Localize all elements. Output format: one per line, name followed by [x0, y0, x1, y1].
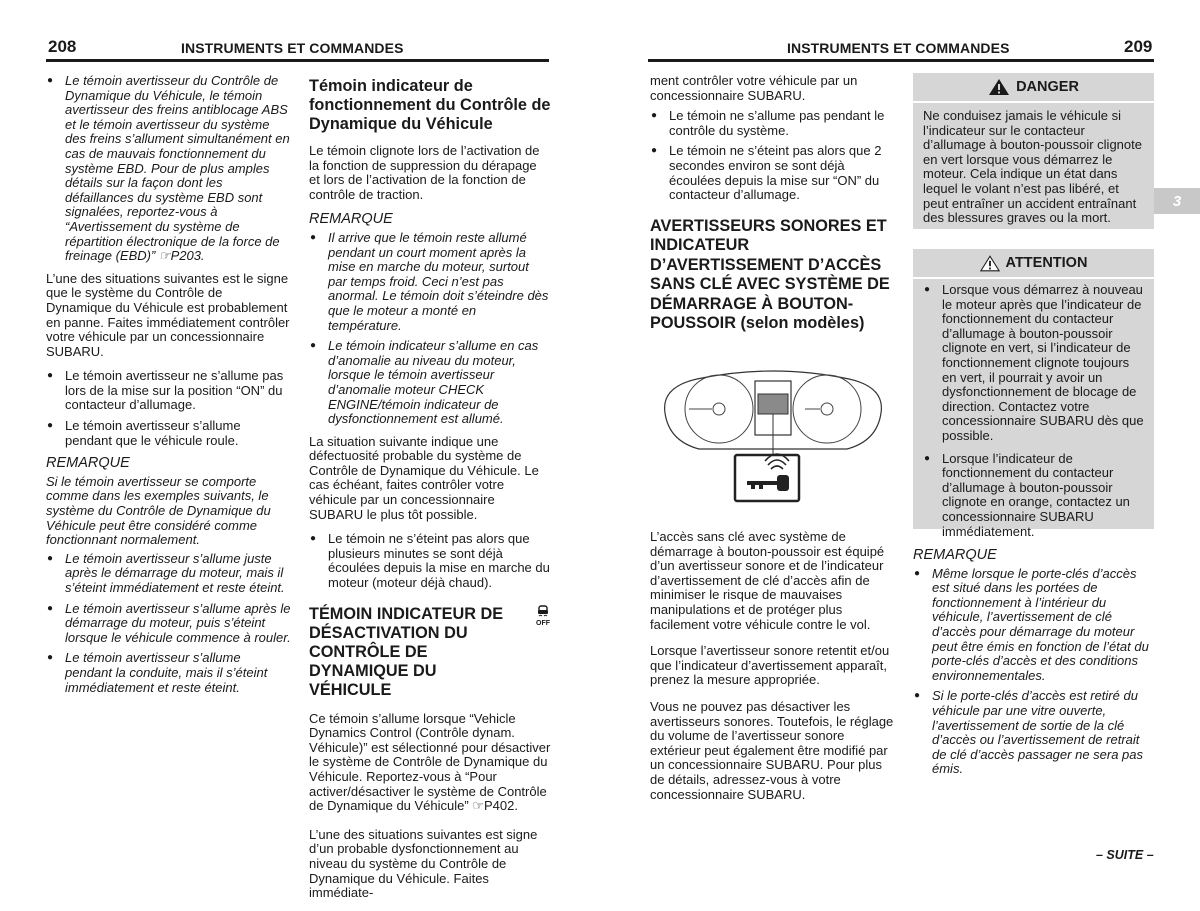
paragraph: Lorsque l’avertisseur sonore retentit et/ou que l’indicateur d’avertissement apparaît, prenez la mesure appropriée.: [650, 643, 890, 688]
section-heading: Témoin indicateur de fonctionnement du Contrôle de Dynamique du Véhicule: [309, 77, 551, 133]
column-2: [309, 77, 551, 911]
remarque-title: REMARQUE: [913, 547, 997, 563]
right-page-number: 209: [1124, 37, 1153, 56]
remarque-title: REMARQUE: [46, 455, 130, 472]
list-item: ● Le témoin avertisseur du Contrôle de Dynamique du Véhicule, le témoin avertisseur des freins antiblocage ABS et le témoin avertisseur du système des freins s’allument simultanément en cas de mauvais fonctionnement du système EBD. Pour de plus amples détails sur la façon dont les défaillances du système EBD sont signalées, reportez-vous à “Avertissement du système de répartition électronique de la force de freinage (EBD)” ☞P203.: [46, 74, 291, 264]
continued-footer: – SUITE –: [1096, 848, 1154, 862]
list-item: ● Lorsque vous démarrez à nouveau le moteur après que l’indicateur de fonctionnement du contacteur d’allumage à bouton-poussoir clignote en vert, si l’indicateur de fonctionnement clignote toujours en vert, il pourrait y avoir un dysfonctionnement de blocage de direction. Contactez votre concessionnaire SUBARU dès que possible.: [923, 283, 1144, 444]
left-page-number: 208: [48, 37, 77, 56]
danger-text: Ne conduisez jamais le véhicule si l’indicateur sur le contacteur d’allumage à bouton-poussoir clignote en vert lorsque vous démarrez le moteur. Cela indique un état dans lequel le volant n’est pas libéré, et peut entraîner un accident entraînant des blessures graves ou la mort.: [923, 108, 1142, 226]
paragraph: Ce témoin s’allume lorsque “Vehicle Dynamics Control (Contrôle dynam. Véhicule)” est sélectionné pour désactiver le système de Contrôle de Dynamique du Véhicule. Reportez-vous à “Pour activer/désactiver le système de Contrôle de Dynamique du Véhicule” ☞P402.: [309, 710, 551, 814]
list-item: ● Le témoin avertisseur s’allume pendant que le véhicule roule.: [46, 419, 291, 448]
off-icon-label: OFF: [536, 620, 550, 628]
right-header-rule: [648, 59, 1154, 62]
column-1: [46, 74, 291, 703]
danger-title: DANGER: [1016, 79, 1079, 95]
column-3: [650, 74, 894, 348]
paragraph: L’une des situations suivantes est le signe que le système du Contrôle de Dynamique du Véhicule est probablement en panne. Faites immédiatement contrôler votre véhicule par un concessionnaire SUBARU.: [46, 270, 290, 359]
list-item: ● Le témoin avertisseur s’allume pendant la conduite, mais il s’éteint immédiatement et reste éteint.: [46, 651, 291, 695]
attention-title: ATTENTION: [1005, 255, 1088, 271]
danger-box: [913, 73, 1154, 229]
warning-triangle-icon: [988, 78, 1010, 96]
list-item: ● Le témoin avertisseur s’allume après le démarrage du moteur, puis s’éteint lorsque le véhicule commence à rouler.: [46, 602, 291, 646]
remarque-title: REMARQUE: [309, 211, 393, 228]
list-item: ● Lorsque l’indicateur de fonctionnement du contacteur d’allumage à bouton-poussoir clignote en orange, contactez un concessionnaire SUBARU immédiatement.: [923, 452, 1144, 540]
paragraph: Le témoin clignote lors de l’activation de la fonction de suppression du dérapage et lors de l’activation de la fonction de contrôle de traction.: [309, 143, 540, 202]
list-item: ● Le témoin ne s’éteint pas alors que plusieurs minutes se sont déjà écoulées depuis la mise en marche du moteur (moteur déjà chaud).: [309, 532, 551, 590]
vdc-off-icon: [535, 605, 551, 628]
list-item: ● Le témoin avertisseur ne s’allume pas lors de la mise sur la position “ON” du contacteur d’allumage.: [46, 369, 291, 413]
attention-header: [913, 249, 1154, 279]
paragraph: ment contrôler votre véhicule par un concessionnaire SUBARU.: [650, 73, 858, 103]
danger-header: [913, 73, 1154, 103]
list-item: ● Il arrive que le témoin reste allumé pendant un court moment après la mise en marche du moteur, surtout par temps froid. Ceci n’est pas anormal. Le témoin doit s’éteindre dès que le moteur a monté en température.: [309, 231, 551, 333]
remarque-text: Si le témoin avertisseur se comporte comme dans les exemples suivants, le système du Contrôle de Dynamique du Véhicule peut être considéré comme fonctionnant normalement.: [46, 473, 271, 548]
left-page-header: INSTRUMENTS ET COMMANDES: [181, 40, 404, 56]
list-item: ● Le témoin avertisseur s’allume juste après le démarrage du moteur, mais il s’éteint immédiatement et reste éteint.: [46, 552, 291, 596]
column-3-lower: [650, 530, 894, 812]
list-item: ● Le témoin indicateur s’allume en cas d’anomalie au niveau du moteur, lorsque le témoin avertisseur d’anomalie moteur CHECK ENGINE/témoin indicateur de dysfonctionnement est allumé.: [309, 339, 551, 427]
dashboard-illustration: [657, 365, 889, 515]
list-item: ● Le témoin ne s’éteint pas alors que 2 secondes environ se sont déjà écoulées depuis la mise sur “ON” du contacteur d’allumage.: [650, 144, 894, 202]
paragraph: Vous ne pouvez pas désactiver les avertisseurs sonores. Toutefois, le réglage du volume de l’avertisseur sonore extérieur peut également être modifié par un concessionnaire SUBARU. Pour plus de détails, adressez-vous à votre concessionnaire SUBARU.: [650, 698, 894, 802]
list-item: ● Le témoin ne s’allume pas pendant le contrôle du système.: [650, 109, 894, 138]
column-4-remarque: [913, 548, 1154, 785]
left-header-rule: [46, 59, 549, 62]
list-item: ● Si le porte-clés d’accès est retiré du véhicule par une vitre ouverte, l’avertissement de sortie de la clé d’accès ou l’avertissement de retrait de clé d’accès passager ne sera pas émis.: [913, 689, 1154, 777]
attention-box: [913, 249, 1154, 539]
chapter-tab: 3: [1154, 188, 1200, 214]
car-skid-icon: [536, 605, 550, 617]
paragraph: L’accès sans clé avec système de démarrage à bouton-poussoir est équipé d’un avertisseur sonore et de l’indicateur d’avertissement de clé d’accès afin de minimiser le risque de mauvaises manipulations et de protéger plus facilement votre véhicule contre le vol.: [650, 529, 885, 632]
section-heading: AVERTISSEURS SONORES ET INDICATEUR D’AVERTISSEMENT D’ACCÈS SANS CLÉ AVEC SYSTÈME DE DÉMARRAGE À BOUTON-POUSSOIR (selon modèles): [650, 216, 890, 333]
list-item: ● Même lorsque le porte-clés d’accès est situé dans les portées de fonctionnement à l’intérieur du véhicule, l’avertissement de clé d’accès pour démarrage du moteur peut être émis en fonction de l’état du porte-clés d’accès et des conditions environnementales.: [913, 567, 1154, 684]
section-heading-block: [309, 605, 551, 700]
right-page-header: INSTRUMENTS ET COMMANDES: [787, 40, 1010, 56]
section-heading: TÉMOIN INDICATEUR DE DÉSACTIVATION DU CONTRÔLE DE DYNAMIQUE DU VÉHICULE: [309, 604, 504, 699]
caution-triangle-icon: [980, 255, 1000, 272]
paragraph: L’une des situations suivantes est signe d’un probable dysfonctionnement au niveau du système du Contrôle de Dynamique du Véhicule. Faites immédiate-: [309, 826, 538, 901]
paragraph: La situation suivante indique une défectuosité probable du système de Contrôle de Dynamique du Véhicule. Le cas échéant, faites contrôler votre véhicule par un concessionnaire SUBARU le plus tôt possible.: [309, 433, 539, 522]
